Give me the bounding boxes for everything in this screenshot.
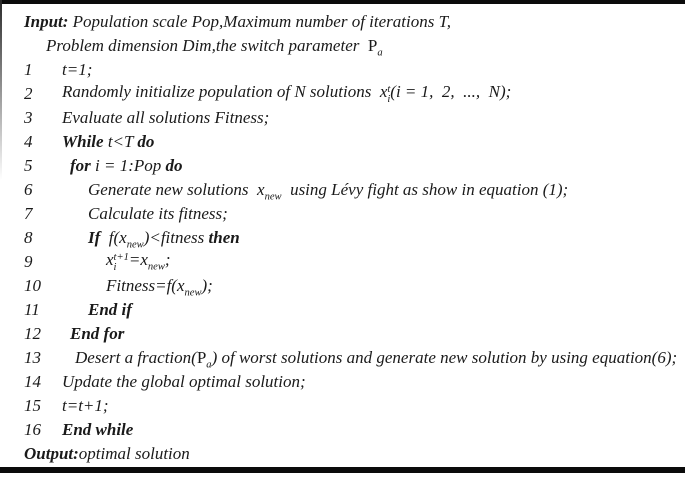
line-content bbox=[24, 12, 451, 32]
algo-line bbox=[24, 82, 685, 106]
line-content bbox=[88, 300, 132, 320]
line-content bbox=[46, 36, 383, 59]
algo-line bbox=[24, 10, 685, 34]
line-content bbox=[88, 180, 569, 203]
line-number: 4 bbox=[24, 132, 33, 151]
line-number: 11 bbox=[24, 300, 40, 319]
line-number: 5 bbox=[24, 156, 33, 175]
keyword: Output: bbox=[24, 444, 79, 463]
keyword: End while bbox=[62, 420, 134, 439]
text-segment: Desert a fraction( bbox=[75, 348, 197, 367]
line-number: 15 bbox=[24, 396, 41, 415]
bottom-rule bbox=[0, 467, 685, 473]
text-segment: P bbox=[367, 36, 378, 55]
text-segment: ; bbox=[164, 250, 171, 270]
line-number: 13 bbox=[24, 348, 41, 367]
line-content bbox=[106, 250, 171, 274]
keyword: do bbox=[137, 132, 155, 151]
line-number: 6 bbox=[24, 180, 33, 199]
algo-line bbox=[24, 394, 685, 418]
line-number: 8 bbox=[24, 228, 33, 247]
text-segment: using Lévy fight as show in equation (1); bbox=[281, 180, 569, 199]
line-number: 2 bbox=[24, 84, 33, 103]
keyword: do bbox=[165, 156, 183, 175]
line-number: 3 bbox=[24, 108, 33, 127]
line-content bbox=[24, 444, 190, 464]
line-content bbox=[62, 108, 269, 128]
pseudocode-lines bbox=[0, 4, 685, 466]
line-content bbox=[62, 372, 306, 392]
text-segment: )<fitness bbox=[143, 228, 209, 247]
line-content bbox=[70, 156, 183, 176]
math-term: $x_{new}$ bbox=[119, 228, 144, 251]
algo-line bbox=[24, 130, 685, 154]
math-term: $x_{new}$ bbox=[176, 276, 202, 299]
algo-line bbox=[24, 346, 685, 370]
keyword: While bbox=[62, 132, 108, 151]
text-segment: Update the global optimal solution; bbox=[62, 372, 306, 391]
line-number: 7 bbox=[24, 204, 33, 223]
algo-line bbox=[24, 58, 685, 82]
algo-line bbox=[24, 370, 685, 394]
line-content bbox=[88, 204, 228, 224]
math-term: $x_{new}$ bbox=[140, 250, 165, 273]
algo-line bbox=[24, 226, 685, 250]
text-segment: Fitness=f( bbox=[106, 276, 177, 295]
text-segment: t<T bbox=[107, 132, 138, 151]
text-segment: Randomly initialize population of N solutions bbox=[62, 82, 380, 102]
text-segment: Evaluate all solutions Fitness; bbox=[62, 108, 270, 127]
algo-line bbox=[24, 154, 685, 178]
line-content bbox=[88, 228, 240, 251]
keyword: Input: bbox=[24, 12, 73, 31]
keyword: If bbox=[88, 228, 105, 247]
subscript: a bbox=[377, 47, 383, 59]
line-content bbox=[62, 132, 154, 152]
text-segment: Generate new solutions bbox=[88, 180, 258, 199]
text-segment: t=t+1; bbox=[62, 396, 109, 415]
keyword: End if bbox=[88, 300, 132, 319]
line-content bbox=[70, 324, 124, 344]
algo-line bbox=[24, 178, 685, 202]
math-term: x t+1 i bbox=[106, 250, 129, 274]
text-segment: t=1; bbox=[62, 60, 93, 79]
text-segment: ) of worst solutions and generate new solution by using equation(6); bbox=[211, 348, 678, 367]
line-content bbox=[62, 82, 511, 106]
text-segment: P bbox=[196, 348, 207, 367]
math-term: x t i bbox=[379, 82, 391, 106]
line-number: 14 bbox=[24, 372, 41, 391]
algo-line bbox=[24, 322, 685, 346]
keyword: End for bbox=[70, 324, 125, 343]
algo-line bbox=[24, 298, 685, 322]
algo-line bbox=[24, 274, 685, 298]
line-content bbox=[75, 348, 678, 371]
text-segment: = bbox=[128, 250, 141, 270]
keyword: then bbox=[208, 228, 240, 247]
text-segment: i = 1:Pop bbox=[95, 156, 166, 175]
line-content bbox=[62, 420, 133, 440]
line-number: 9 bbox=[24, 252, 33, 271]
text-segment: f( bbox=[104, 228, 120, 247]
text-segment: (i = 1, 2, ..., N); bbox=[390, 82, 512, 102]
text-segment: Problem dimension Dim,the switch parameter bbox=[46, 36, 368, 55]
algo-line bbox=[24, 34, 685, 58]
text-segment: ); bbox=[201, 276, 213, 295]
text-segment: Calculate its fitness; bbox=[88, 204, 228, 223]
algo-line bbox=[24, 418, 685, 442]
algo-line bbox=[24, 250, 685, 274]
algo-line bbox=[24, 202, 685, 226]
subscript: a bbox=[206, 359, 212, 371]
line-content bbox=[62, 60, 92, 80]
line-number: 10 bbox=[24, 276, 41, 295]
algo-line bbox=[24, 106, 685, 130]
math-term: $x_{new}$ bbox=[257, 180, 282, 203]
line-number: 16 bbox=[24, 420, 41, 439]
algo-line bbox=[24, 442, 685, 466]
text-segment: optimal solution bbox=[78, 444, 190, 463]
line-number: 12 bbox=[24, 324, 41, 343]
line-content bbox=[106, 276, 213, 299]
line-number: 1 bbox=[24, 60, 33, 79]
keyword: for bbox=[70, 156, 96, 175]
line-content bbox=[62, 396, 109, 416]
text-segment: Population scale Pop,Maximum number of iterations T, bbox=[72, 12, 452, 31]
